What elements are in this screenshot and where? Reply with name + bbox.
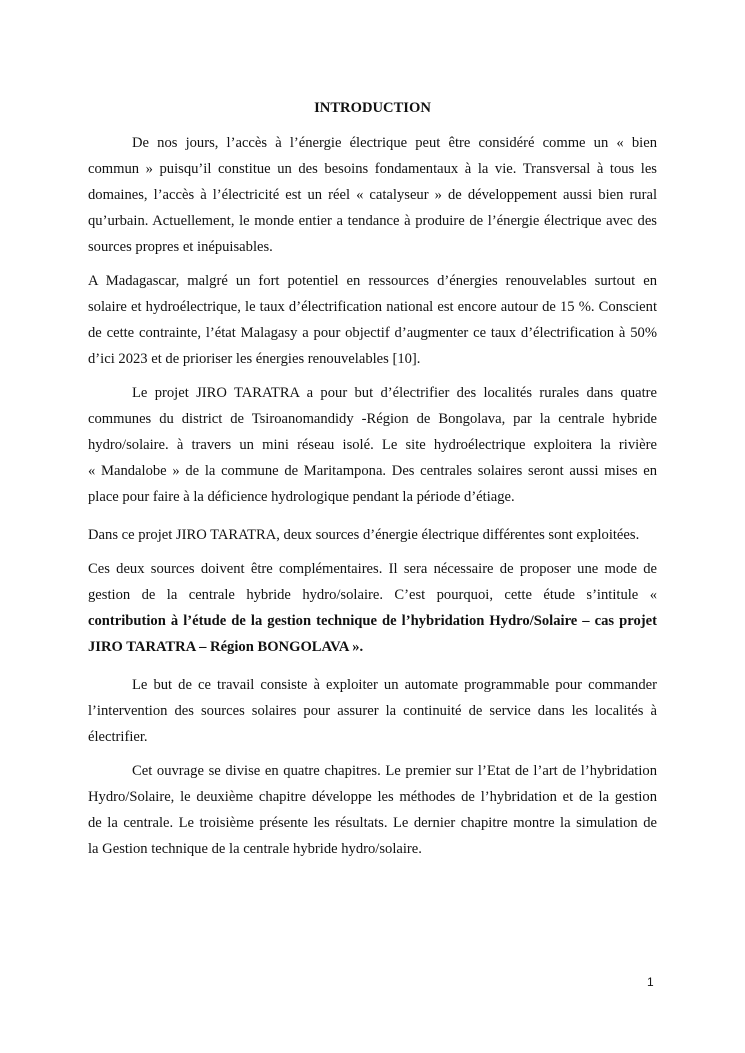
text-line: Le but de ce travail consiste à exploiter un automate programmable pour commander <box>132 677 657 693</box>
text-line: commun » puisqu’il constitue un des besoins fondamentaux à la vie. Transversal à tous les <box>88 161 657 177</box>
text-line: Ces deux sources doivent être complémentaires. Il sera nécessaire de proposer une mode de <box>88 561 657 577</box>
page-title: INTRODUCTION <box>314 100 431 116</box>
text-line: qu’urbain. Actuellement, le monde entier a tendance à produire de l’énergie électrique avec des <box>88 213 657 229</box>
paragraph-outline <box>88 758 657 862</box>
text-line: Le projet JIRO TARATRA a pour but d’électrifier des localités rurales dans quatre <box>132 385 657 401</box>
text-line: de la centrale. Le troisième présente les résultats. Le dernier chapitre montre la simulation de <box>88 815 657 831</box>
text-line: l’intervention des sources solaires pour assurer la continuité de service dans les localités à <box>88 703 657 719</box>
paragraph-goal <box>88 672 657 750</box>
paragraph-sources <box>88 522 657 548</box>
text-line: De nos jours, l’accès à l’énergie électrique peut être considéré comme un « bien <box>132 135 657 151</box>
text-line: domaines, l’accès à l’électricité est un réel « catalyseur » de développement aussi bien rural <box>88 187 657 203</box>
text-line: sources propres et inépuisables. <box>88 239 273 255</box>
text-line: électrifier. <box>88 729 148 745</box>
text-line: Cet ouvrage se divise en quatre chapitres. Le premier sur l’Etat de l’art de l’hybridation <box>132 763 657 779</box>
paragraph-project <box>88 380 657 510</box>
text-line: solaire et hydroélectrique, le taux d’électrification national est encore autour de 15 %. Conscient <box>88 299 657 315</box>
text-line: Dans ce projet JIRO TARATRA, deux sources d’énergie électrique différentes sont exploitées. <box>88 527 640 543</box>
text-line: gestion de la centrale hybride hydro/solaire. C’est pourquoi, cette étude s’intitule « <box>88 587 657 603</box>
text-line: Hydro/Solaire, le deuxième chapitre développe les méthodes de l’hybridation et de la gestion <box>88 789 657 805</box>
text-line: « Mandalobe » de la commune de Maritampona. Des centrales solaires seront aussi mises en <box>88 463 657 479</box>
paragraph-intro <box>88 130 657 260</box>
text-line: communes du district de Tsiroanomandidy -Région de Bongolava, par la centrale hybride <box>88 411 657 427</box>
text-line: place pour faire à la déficience hydrologique pendant la période d’étiage. <box>88 489 515 505</box>
text-line: d’ici 2023 et de prioriser les énergies renouvelables [10]. <box>88 351 421 367</box>
text-line: hydro/solaire. à travers un mini réseau isolé. Le site hydroélectrique exploitera la rivière <box>88 437 657 453</box>
text-line: de cette contrainte, l’état Malagasy a pour objectif d’augmenter ce taux d’électrification à 50% <box>88 325 657 341</box>
paragraph-study-title <box>88 556 657 660</box>
text-line: la Gestion technique de la centrale hybride hydro/solaire. <box>88 841 422 857</box>
study-title-bold: JIRO TARATRA – Région BONGOLAVA ». <box>88 639 364 655</box>
study-title-bold: contribution à l’étude de la gestion technique de l’hybridation Hydro/Solaire – cas projet <box>88 613 657 629</box>
page-number: 1 <box>647 975 654 989</box>
paragraph-madagascar <box>88 268 657 372</box>
text-line: A Madagascar, malgré un fort potentiel en ressources d’énergies renouvelables surtout en <box>88 273 657 289</box>
